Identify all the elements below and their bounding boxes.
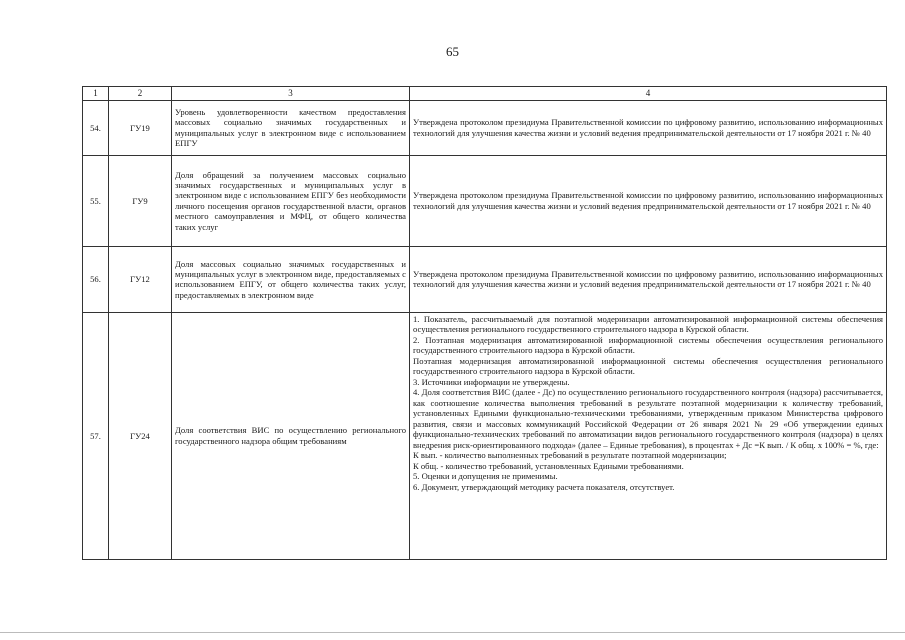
- indicator-table: [82, 86, 887, 560]
- row-number: 56.: [83, 246, 109, 312]
- row-number: 57.: [83, 312, 109, 559]
- indicator-code: ГУ19: [109, 100, 172, 155]
- indicator-description: [410, 155, 887, 246]
- column-header: 3: [172, 87, 410, 101]
- indicator-name: Доля соответствия ВИС по осуществлению регионального государственного надзора общим требованиям: [172, 312, 410, 559]
- description-paragraph: 5. Оценки и допущения не применимы.: [413, 471, 558, 482]
- description-paragraph: Утверждена протоколом президиума Правительственной комиссии по цифровому развитию, использованию информационных технологий для улучшения качества жизни и условий ведения предпринимательской деятельности от 17 ноября 2021 г. № 40: [413, 117, 883, 138]
- column-header: 4: [410, 87, 887, 101]
- description-paragraph: 2. Поэтапная модернизация автоматизированной информационной системы обеспечения осуществления регионального государственного строительного надзора в Курской области.: [413, 334, 883, 356]
- row-number: 54.: [83, 100, 109, 155]
- page-number: 65: [446, 44, 459, 59]
- column-header: 1: [83, 87, 109, 101]
- description-paragraph: 3. Источники информации не утверждены.: [413, 376, 570, 387]
- description-paragraph: 4. Доля соответствия ВИС (далее - Дс) по осуществлению регионального государственного контроля (надзора) рассчитывается, как соотношение количества выполнения требований в результате поэтапной модернизации к количеству требований, установленных Едиными функционально-техническими требованиями, утвержденным приказом Министерства цифрового развития, связи и массовых коммуникаций Российской Федерации от 26 января 2021 № 29 «Об утверждении единых функционально-технических требований по автоматизации видов регионального государственного контроля (надзора) в целях внедрения риск-ориентированного подхода» (далее – Единые требования), в процентах + Дс =К вып. / К общ. х 100% = %, где:: [413, 387, 883, 450]
- indicator-code: ГУ24: [109, 312, 172, 559]
- description-paragraph: Утверждена протоколом президиума Правительственной комиссии по цифровому развитию, использованию информационных технологий для улучшения качества жизни и условий ведения предпринимательской деятельности от 17 ноября 2021 г. № 40: [413, 268, 883, 290]
- table-row: [83, 312, 887, 559]
- description-paragraph: 6. Документ, утверждающий методику расчета показателя, отсутствует.: [413, 481, 675, 492]
- indicator-code: ГУ12: [109, 246, 172, 312]
- indicator-name: Доля массовых социально значимых государственных и муниципальных услуг в электронном виде, предоставляемых с использованием ЕПГУ, от общего количества таких услуг, предоставляемых в электронном виде: [172, 246, 410, 312]
- indicator-description: [410, 246, 887, 312]
- description-paragraph: К общ. - количество требований, установленных Едиными требованиями.: [413, 460, 684, 471]
- indicator-description: [410, 312, 887, 559]
- table-row: [83, 155, 887, 246]
- description-paragraph: К вып. - количество выполненных требований в результате поэтапной модернизации;: [413, 450, 727, 461]
- indicator-code: ГУ9: [109, 155, 172, 246]
- indicator-name: Доля обращений за получением массовых социально значимых государственных и муниципальных услуг в электронном виде с использованием ЕПГУ без необходимости личного посещения органов государственной власти, органов местного самоуправления и МФЦ, от общего количества таких услуг: [172, 155, 410, 246]
- table-row: [83, 100, 887, 155]
- scan-edge-line: [0, 632, 905, 633]
- indicator-name: Уровень удовлетворенности качеством предоставления массовых социально значимых государственных и муниципальных услуг в электронном виде с использованием ЕПГУ: [172, 100, 410, 155]
- description-paragraph: Поэтапная модернизация автоматизированной информационной системы обеспечения осуществления регионального государственного строительного надзора в Курской области.: [413, 355, 883, 377]
- indicator-description: [410, 100, 887, 155]
- description-paragraph: 1. Показатель, рассчитываемый для поэтапной модернизации автоматизированной информационной системы обеспечения осуществления регионального государственного строительного надзора в Курской области.: [413, 313, 883, 335]
- description-paragraph: Утверждена протоколом президиума Правительственной комиссии по цифровому развитию, использованию информационных технологий для улучшения качества жизни и условий ведения предпринимательской деятельности от 17 ноября 2021 г. № 40: [413, 190, 883, 211]
- row-number: 55.: [83, 155, 109, 246]
- column-header: 2: [109, 87, 172, 101]
- table-row: [83, 246, 887, 312]
- table-header-row: [83, 87, 887, 101]
